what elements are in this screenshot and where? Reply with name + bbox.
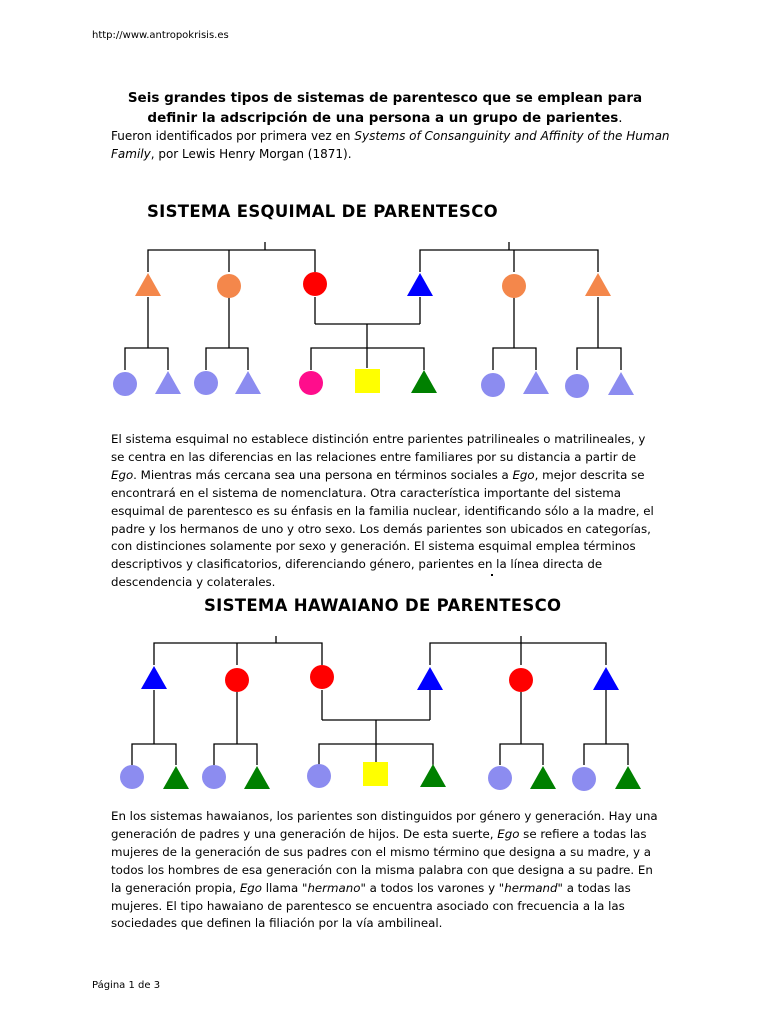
stray-dot xyxy=(491,574,493,576)
hawaiian-system-title: SISTEMA HAWAIANO DE PARENTESCO xyxy=(204,596,562,615)
parent-generation xyxy=(135,272,611,298)
hawaiian-kinship-diagram xyxy=(0,630,768,800)
ego-term: Ego xyxy=(111,467,134,482)
lavender-circle-icon xyxy=(120,765,144,789)
para-text: " a todos los varones y " xyxy=(360,880,505,895)
blue-triangle-icon xyxy=(417,667,443,690)
child-generation xyxy=(113,369,634,398)
hermand-term: hermand xyxy=(504,880,558,895)
main-heading: Seis grandes tipos de sistemas de parentesco que se emplean para definir la adscripción de una persona a un grupo de parientes. xyxy=(127,90,643,126)
blue-triangle-icon xyxy=(407,273,433,296)
ego-term: Ego xyxy=(512,467,535,482)
para-text: . Mientras más cercana sea una persona en términos sociales a xyxy=(133,467,513,482)
para-text: En los sistemas hawaianos, los parientes son distinguidos por género y generación. Hay una generación de padres y una generación de hijos. De esta suerte, xyxy=(111,809,658,841)
orange-circle-icon xyxy=(502,274,526,298)
header-url: http://www.antropokrisis.es xyxy=(92,30,229,41)
child-generation xyxy=(120,762,641,791)
lavender-triangle-icon xyxy=(523,371,549,394)
lavender-circle-icon xyxy=(307,764,331,788)
lavender-circle-icon xyxy=(194,371,218,395)
yellow-square-icon xyxy=(355,369,380,393)
lavender-circle-icon xyxy=(202,765,226,789)
intro-text-end: , por Lewis Henry Morgan (1871). xyxy=(150,147,352,161)
yellow-square-icon xyxy=(363,762,388,786)
lavender-circle-icon xyxy=(488,766,512,790)
orange-triangle-icon xyxy=(585,273,611,296)
eskimo-kinship-diagram xyxy=(0,235,768,405)
red-circle-icon xyxy=(509,668,533,692)
lavender-triangle-icon xyxy=(235,371,261,394)
blue-triangle-icon xyxy=(141,666,167,689)
parent-generation xyxy=(141,665,619,692)
green-triangle-icon xyxy=(163,766,189,789)
para-text: se refiere a todas las mujeres de la generación de sus padres con el mismo término que designa a su madre, y a todos los hombres de esa generación con la misma palabra con que designa a su padre. En la generación propia, xyxy=(111,826,653,895)
orange-circle-icon xyxy=(217,274,241,298)
para-text: , mejor descrita se encontrará en el sistema de nomenclatura. Otra característica importante del sistema esquimal de parentesco es su énfasis en la familia nuclear, identificando sólo a la madre, el padre y los hermanos de uno y otro sexo. Los demás parientes son ubicados en categorías, con distinciones solamente por sexo y generación. El sistema esquimal emplea términos descriptivos y clasificatorios, diferenciando género, parientes en la línea directa de descendencia y colaterales. xyxy=(111,467,654,590)
intro-paragraph xyxy=(111,127,671,163)
heading-line-1: Seis grandes tipos de sistemas de parentesco que se emplean para xyxy=(127,90,643,106)
orange-triangle-icon xyxy=(135,273,161,296)
lavender-circle-icon xyxy=(565,374,589,398)
blue-triangle-icon xyxy=(593,667,619,690)
heading-line-2: definir la adscripción de una persona a un grupo de parientes xyxy=(147,110,619,126)
green-triangle-icon xyxy=(530,766,556,789)
intro-text: Fueron identificados por primera vez en xyxy=(111,129,355,143)
lavender-triangle-icon xyxy=(155,371,181,394)
page-footer: Página 1 de 3 xyxy=(92,980,161,991)
lavender-circle-icon xyxy=(113,372,137,396)
green-triangle-icon xyxy=(244,766,270,789)
hawaiian-paragraph xyxy=(111,808,659,933)
eskimo-system-title: SISTEMA ESQUIMAL DE PARENTESCO xyxy=(147,202,498,221)
lavender-circle-icon xyxy=(572,767,596,791)
red-circle-icon xyxy=(303,272,327,296)
green-triangle-icon xyxy=(615,766,641,789)
ego-term: Ego xyxy=(497,826,520,841)
para-text: El sistema esquimal no establece distinción entre parientes patrilineales o matrilineales, y se centra en las diferencias en las relaciones entre familiares por su distancia a partir de xyxy=(111,432,646,464)
red-circle-icon xyxy=(310,665,334,689)
para-text: " a todas las mujeres. El tipo hawaiano de parentesco se encuentra asociado con frecuencia a la las sociedades que definen la filiación por la vía ambilineal. xyxy=(111,880,631,931)
lavender-circle-icon xyxy=(481,373,505,397)
red-circle-icon xyxy=(225,668,249,692)
lavender-triangle-icon xyxy=(608,372,634,395)
para-text: llama " xyxy=(262,880,308,895)
hermano-term: hermano xyxy=(307,880,361,895)
eskimo-paragraph xyxy=(111,431,659,592)
green-triangle-icon xyxy=(420,764,446,787)
book-title: Systems of Consanguinity and Affinity of the Human Family xyxy=(111,129,670,161)
green-triangle-icon xyxy=(411,370,437,393)
ego-term: Ego xyxy=(239,880,262,895)
magenta-circle-icon xyxy=(299,371,323,395)
